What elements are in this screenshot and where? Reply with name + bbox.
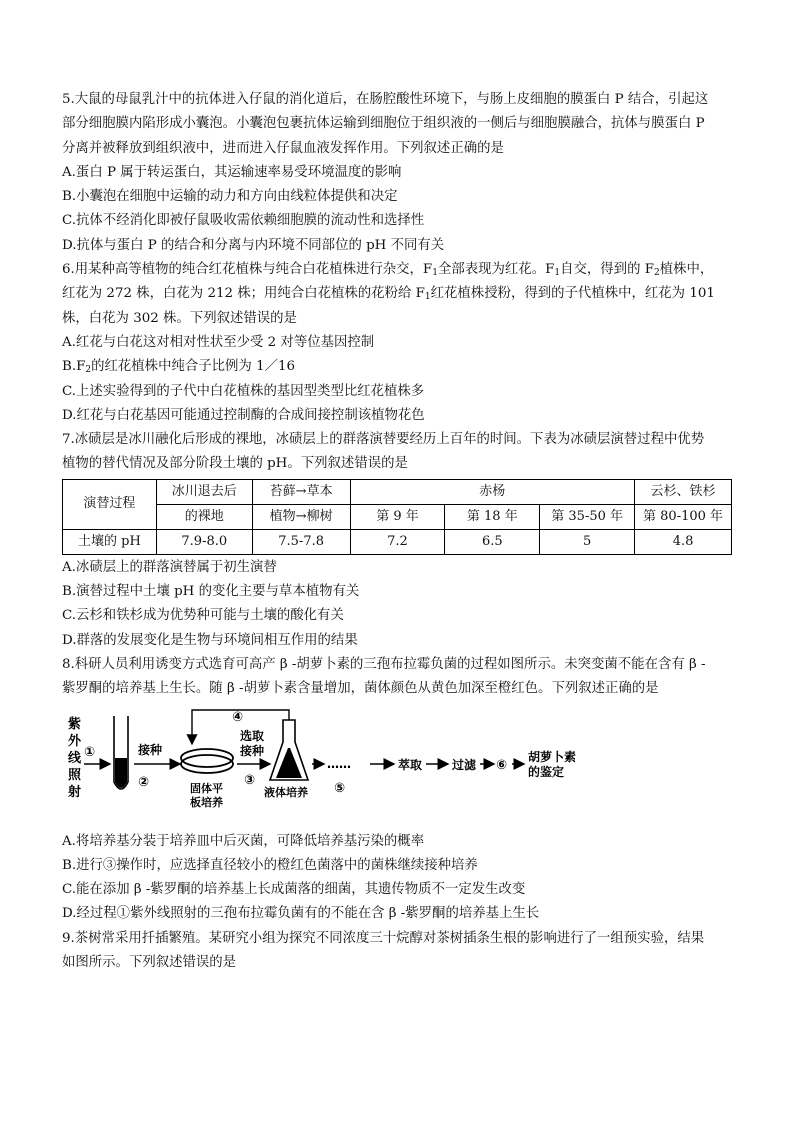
uv-label-char: 线 [68,750,82,766]
step-2-label: ② [138,774,150,790]
question-8 [62,653,732,927]
header-yunshan: 云杉、铁杉 [635,479,732,504]
step-6-label: ⑥ [496,757,508,773]
q9-stem-line: 如图所示。下列叙述错误的是 [62,955,237,971]
select-label: 接种 [240,743,265,758]
table-cell: 7.9-8.0 [156,529,252,554]
header-cell: 第 35-50 年 [540,504,635,529]
table-cell: 7.2 [350,529,445,554]
question-5 [62,88,732,258]
exam-page [62,88,732,975]
table-cell: 6.5 [445,529,540,554]
q5-stem-line: 5.大鼠的母鼠乳汁中的抗体进入仔鼠的消化道后，在肠腔酸性环境下，与肠上皮细胞的膜蛋白 P 结合，引起这 [62,92,709,107]
table-cell: 7.5-7.8 [252,529,350,554]
q6-text: 6.用某种高等植物的纯合红花植株与纯合白花植株进行杂交，F [62,262,433,278]
question-6 [62,258,732,428]
header-cell: 第 80-100 年 [635,504,732,529]
table-row [63,479,732,504]
q6-option-b [62,355,732,379]
header-cell: 冰川退去后 [156,479,252,504]
table-cell: 5 [540,529,635,554]
step-4-label: ④ [232,709,244,725]
step-3-label: ③ [244,772,256,788]
q8-stem-line: 8.科研人员利用诱变方式选育可高产 β -胡萝卜素的三孢布拉霉负菌的过程如图所示。未突变菌不能在含有 β - [62,656,706,672]
question-7 [62,428,732,653]
header-cell: 的裸地 [156,504,252,529]
process-flow-svg [62,706,732,828]
uv-label-char: 外 [68,733,82,749]
succession-table [62,479,732,555]
q7-stem-line: 7.冰碛层是冰川融化后形成的裸地，冰碛层上的群落演替要经历上百年的时间。下表为冰碛层演替过程中优势 [62,432,705,448]
header-cell: 植物→柳树 [252,504,350,529]
uv-label-char: 射 [68,784,82,800]
breeding-process-diagram [62,706,732,828]
subscript: 2 [654,268,660,279]
q8-option-b: B.进行③操作时，应选择直径较小的橙红色菌落中的菌株继续接种培养 [62,857,478,873]
q7-option-b: B.演替过程中土壤 pH 的变化主要与草本植物有关 [62,584,360,600]
subscript: 1 [424,292,431,303]
q5-stem-line: 分离并被释放到组织液中，进而进入仔鼠血液发挥作用。下列叙述正确的是 [62,140,504,156]
q6-option-a: A.红花与白花这对相对性状至少受 2 对等位基因控制 [62,334,375,350]
q6-stem-line: 株，白花为 302 株。下列叙述错误的是 [62,310,297,326]
q6-text: 的红花植株中纯合子比例为 1／16 [91,359,296,375]
header-process: 演替过程 [63,479,157,529]
q8-option-a: A.将培养基分装于培养皿中后灭菌，可降低培养基污染的概率 [62,833,425,849]
extract-label: 萃取 [398,757,423,772]
table-row [63,529,732,554]
q5-option-b: B.小囊泡在细胞中运输的动力和方向由线粒体提供和决定 [62,189,398,205]
header-chiyang: 赤杨 [350,479,635,504]
q6-text: B.F [62,359,86,375]
row-label: 土壤的 pH [63,529,157,554]
q6-stem-line [62,258,732,282]
q6-option-d: D.红花与白花基因可能通过控制酶的合成间接控制该植物花色 [62,407,425,423]
q5-option-a: A.蛋白 P 属于转运蛋白，其运输速率易受环境温度的影响 [62,164,402,180]
q6-text: 植株中， [659,262,714,278]
q9-stem-line: 9.茶树常采用扦插繁殖。某研究小组为探究不同浓度三十烷醇对茶树插条生根的影响进行了一组预实验，结果 [62,930,705,946]
select-label: 选取 [240,728,265,743]
q6-text: 全部表现为红花。F [437,262,555,278]
table-row [63,504,732,529]
q8-stem-line: 紫罗酮的培养基上生长。随 β -胡萝卜素含量增加，菌体颜色从黄色加深至橙红色。下列叙述正确的是 [62,681,659,697]
step-5-label: ⑤ [334,780,346,796]
q6-text: 自交，得到的 F [560,262,655,278]
q7-option-d: D.群落的发展变化是生物与环境间相互作用的结果 [62,632,358,648]
q5-option-c: C.抗体不经消化即被仔鼠吸收需依赖细胞膜的流动性和选择性 [62,213,425,229]
q7-option-c: C.云杉和铁杉成为优势种可能与土壤的酸化有关 [62,608,344,624]
identification-label: 胡萝卜素 [528,749,577,764]
header-cell: 第 18 年 [445,504,540,529]
subscript: 1 [554,268,561,279]
q5-stem-line: 部分细胞膜内陷形成小囊泡。小囊泡包裹抗体运输到细胞位于组织液的一侧后与细胞膜融合，抗体与膜蛋白 P [62,116,705,132]
plate-label: 固体平 [190,781,223,795]
liquid-culture-label: 液体培养 [264,785,308,799]
q8-option-d: D.经过程①紫外线照射的三孢布拉霉负菌有的不能在含 β -紫罗酮的培养基上生长 [62,906,540,922]
q7-stem-line: 植物的替代情况及部分阶段土壤的 pH。下列叙述错误的是 [62,456,408,472]
q8-option-c: C.能在添加 β -紫罗酮的培养基上长成菌落的细菌，其遗传物质不一定发生改变 [62,882,526,898]
subscript: 1 [432,268,438,279]
step-1-label: ① [84,744,96,760]
q6-option-c: C.上述实验得到的子代中白花植株的基因型类型比红花植株多 [62,383,425,399]
inoculate-label: 接种 [138,742,163,757]
q7-option-a: A.冰碛层上的群落演替属于初生演替 [62,559,277,575]
q6-text: 红花植株授粉，得到的子代植株中，红花为 101 [430,286,715,302]
header-cell: 苔藓→草本 [252,479,350,504]
ellipsis-label: …… [327,756,351,771]
identification-label: 的鉴定 [528,764,565,779]
plate-label: 板培养 [190,795,223,809]
uv-label-char: 照 [68,767,82,783]
q6-stem-line [62,282,732,306]
question-9 [62,927,732,976]
test-tube-fill [115,758,127,788]
q6-text: 红花为 272 株，白花为 212 株；用纯合白花植株的花粉给 F [62,286,425,302]
header-cell: 第 9 年 [350,504,445,529]
q5-option-d: D.抗体与蛋白 P 的结合和分离与内环境不同部位的 pH 不同有关 [62,237,445,253]
filter-label: 过滤 [452,757,477,772]
uv-label-char: 紫 [68,716,82,732]
table-cell: 4.8 [635,529,732,554]
subscript: 2 [85,365,92,376]
